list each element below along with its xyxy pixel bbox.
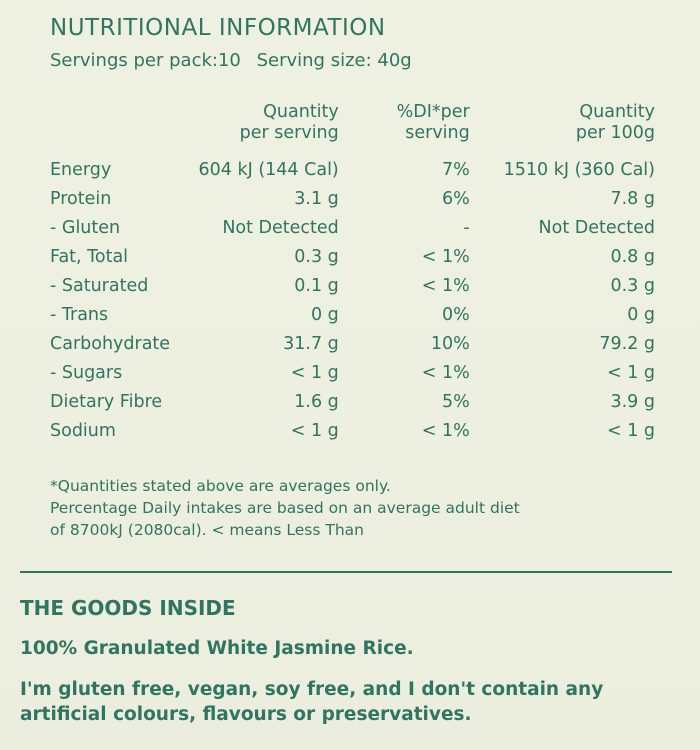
table-row xyxy=(50,156,655,185)
nutrient-name: - Trans xyxy=(50,305,109,325)
per-100g-value: < 1 g xyxy=(606,421,655,441)
daily-intake-value: - xyxy=(463,218,470,238)
nutrient-name: Sodium xyxy=(50,421,116,441)
nutrient-name: - Sugars xyxy=(50,363,123,383)
daily-intake-value: < 1% xyxy=(421,421,470,441)
nutrient-name: Dietary Fibre xyxy=(50,392,163,412)
per-100g-value: 3.9 g xyxy=(610,392,655,412)
per-serving-value: 0 g xyxy=(310,305,339,325)
header-nutrient xyxy=(50,102,199,156)
table-row xyxy=(50,388,655,417)
nutrient-name: Carbohydrate xyxy=(50,334,171,354)
header-text: %DI*per xyxy=(396,102,470,122)
daily-intake-value: < 1% xyxy=(421,276,470,296)
per-100g-value: 0.8 g xyxy=(610,247,655,267)
table-header-row xyxy=(50,102,655,156)
table-row xyxy=(50,359,655,388)
header-quantity-per-serving xyxy=(199,102,339,156)
header-quantity-per-100g xyxy=(470,102,655,156)
nutrient-name: - Gluten xyxy=(50,218,121,238)
per-100g-value: Not Detected xyxy=(538,218,655,238)
goods-heading: THE GOODS INSIDE xyxy=(20,596,236,620)
per-serving-value: 0.3 g xyxy=(294,247,339,267)
per-100g-value: 0 g xyxy=(627,305,655,325)
header-text: Quantity xyxy=(579,102,655,122)
table-row xyxy=(50,272,655,301)
footnotes xyxy=(50,475,520,541)
per-serving-value: < 1 g xyxy=(290,363,339,383)
header-text: per 100g xyxy=(575,123,655,143)
table-row xyxy=(50,243,655,272)
per-serving-value: < 1 g xyxy=(290,421,339,441)
per-serving-value: Not Detected xyxy=(222,218,339,238)
panel-title: NUTRITIONAL INFORMATION xyxy=(50,15,386,41)
header-text: serving xyxy=(405,123,470,143)
table-row xyxy=(50,417,655,446)
daily-intake-value: 10% xyxy=(430,334,470,354)
per-serving-value: 31.7 g xyxy=(283,334,339,354)
header-di-per-serving xyxy=(339,102,470,156)
daily-intake-value: < 1% xyxy=(421,247,470,267)
header-text: Quantity xyxy=(263,102,339,122)
table-row xyxy=(50,301,655,330)
per-serving-value: 1.6 g xyxy=(294,392,339,412)
dietary-claims-text: I'm gluten free, vegan, soy free, and I don't contain any artificial colours, flavours or preservatives. xyxy=(20,679,604,725)
per-serving-value: 0.1 g xyxy=(294,276,339,296)
footnote-line: *Quantities stated above are averages only. xyxy=(50,477,391,495)
servings-per-pack: Servings per pack:10 xyxy=(50,50,241,71)
daily-intake-value: 5% xyxy=(441,392,470,412)
table-row xyxy=(50,330,655,359)
footnote-line: of 8700kJ (2080cal). < means Less Than xyxy=(50,521,364,539)
daily-intake-value: 6% xyxy=(441,189,470,209)
servings-info xyxy=(50,50,422,71)
daily-intake-value: 0% xyxy=(441,305,470,325)
per-100g-value: 0.3 g xyxy=(610,276,655,296)
per-serving-value: 604 kJ (144 Cal) xyxy=(198,160,339,180)
table-row xyxy=(50,185,655,214)
header-text: per serving xyxy=(239,123,339,143)
serving-size: Serving size: 40g xyxy=(256,50,412,71)
nutrition-table xyxy=(50,102,655,446)
nutrient-name: Energy xyxy=(50,160,112,180)
nutrient-name: - Saturated xyxy=(50,276,149,296)
table-row xyxy=(50,214,655,243)
per-100g-value: < 1 g xyxy=(606,363,655,383)
per-100g-value: 7.8 g xyxy=(610,189,655,209)
per-100g-value: 1510 kJ (360 Cal) xyxy=(503,160,655,180)
daily-intake-value: 7% xyxy=(441,160,470,180)
ingredients-text: 100% Granulated White Jasmine Rice. xyxy=(20,638,414,659)
per-100g-value: 79.2 g xyxy=(599,334,655,354)
nutrient-name: Protein xyxy=(50,189,112,209)
nutrient-name: Fat, Total xyxy=(50,247,129,267)
section-divider xyxy=(20,571,672,573)
footnote-line: Percentage Daily intakes are based on an average adult diet xyxy=(50,499,520,517)
per-serving-value: 3.1 g xyxy=(294,189,339,209)
daily-intake-value: < 1% xyxy=(421,363,470,383)
